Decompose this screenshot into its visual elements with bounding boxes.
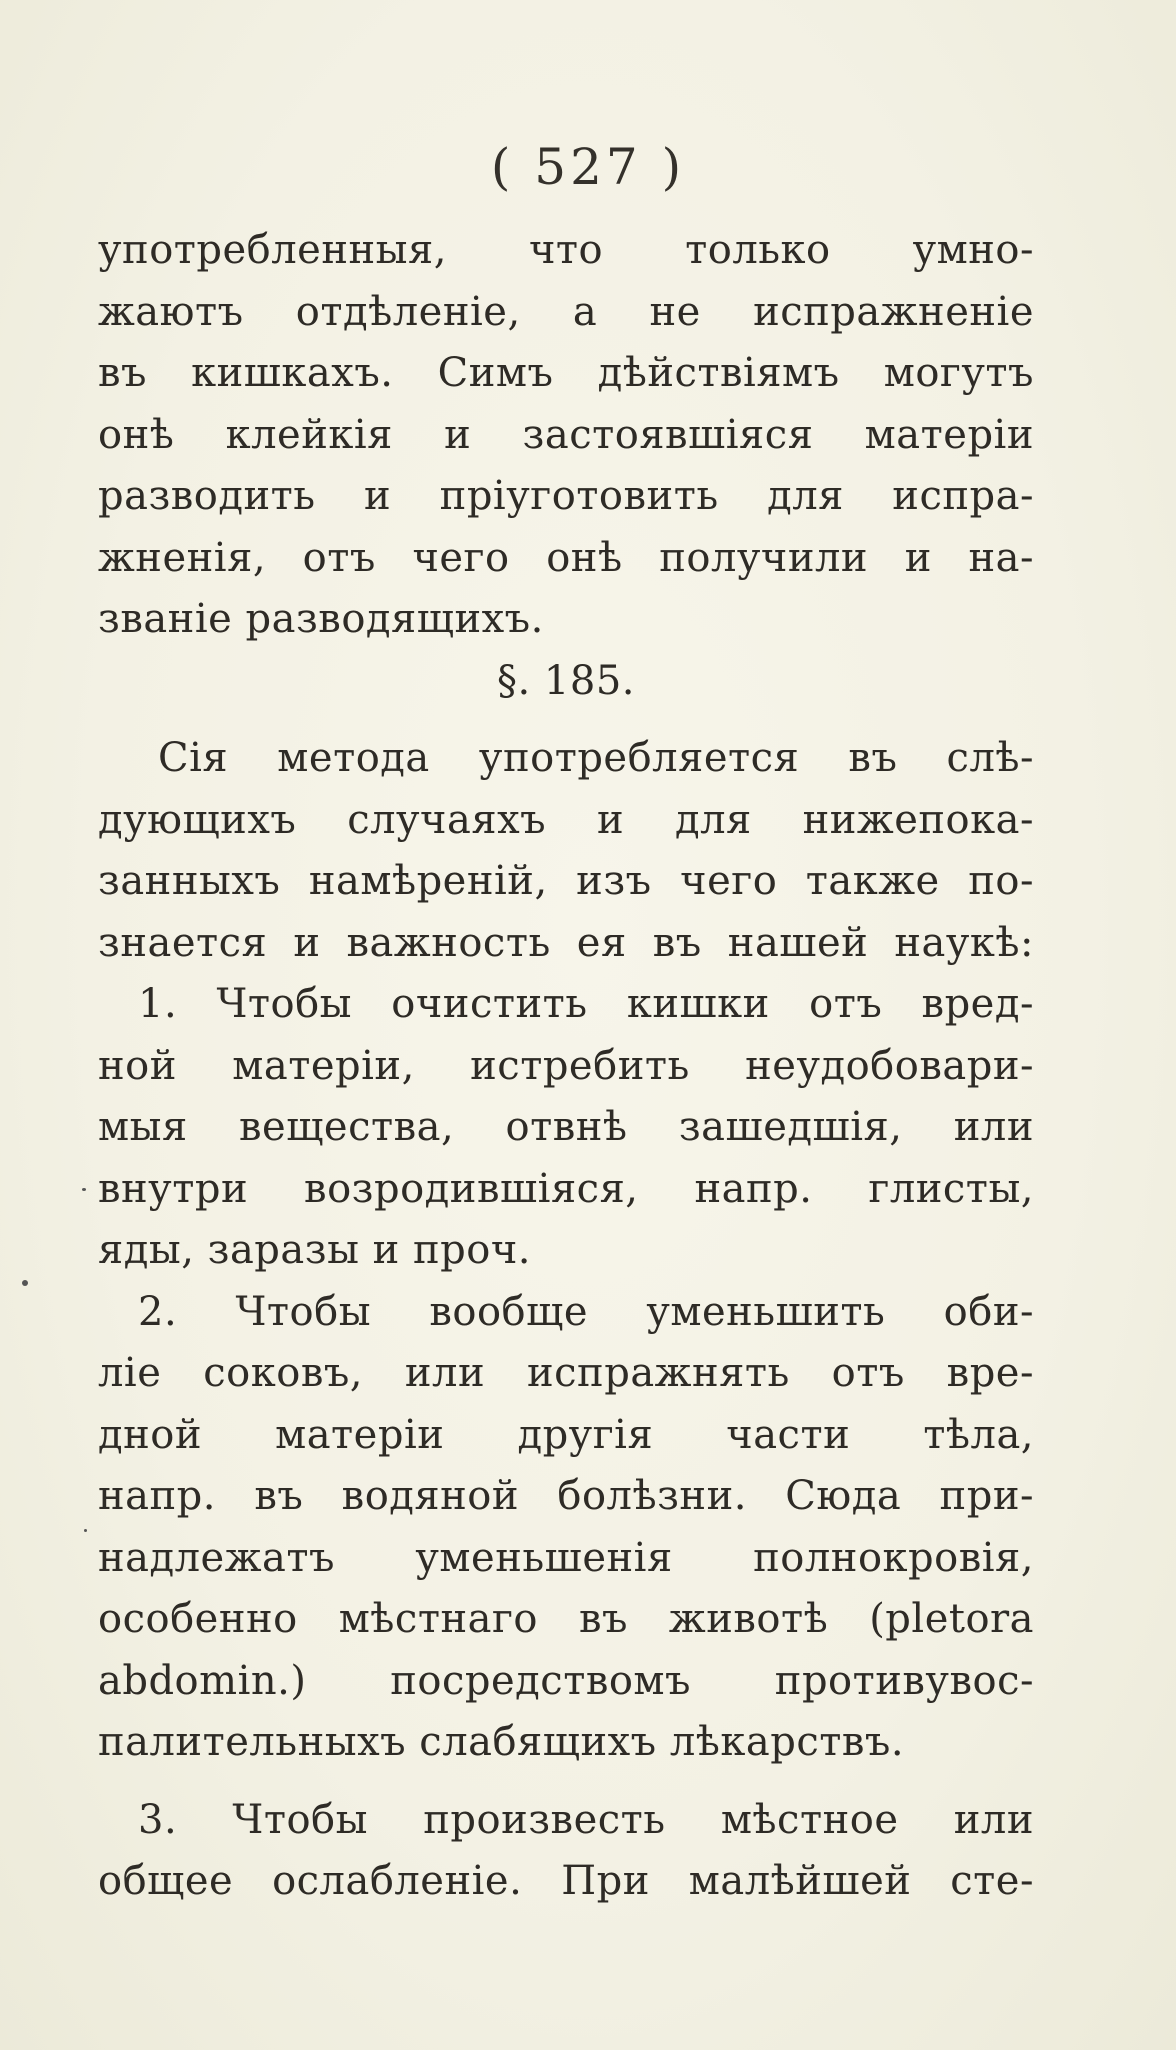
page-number: ( 527 ) — [490, 138, 686, 196]
text-line: употребленныя, что только умно- — [98, 227, 1034, 273]
text-line: 1. Чтобы очистить кишки отъ вред- — [138, 981, 1034, 1027]
text-line: мыя вещества, отвнѣ зашедшія, или — [98, 1104, 1034, 1150]
text-line: занныхъ намѣреній, изъ чего также по- — [98, 858, 1034, 904]
text-line: abdomin.) посредствомъ противувос- — [98, 1657, 1034, 1704]
text-line: напр. въ водяной болѣзни. Сюда при- — [98, 1473, 1034, 1519]
paragraph-1 — [98, 220, 1034, 651]
text-line: жненія, отъ чего онѣ получили и на- — [98, 534, 1034, 581]
text-line: яды, заразы и проч. — [98, 1227, 531, 1273]
text-line: 3. Чтобы произвесть мѣстное или — [138, 1796, 1034, 1843]
ink-speck — [84, 1529, 87, 1532]
text-line: въ кишкахъ. Симъ дѣйствіямъ могутъ — [98, 350, 1034, 396]
text-line: особенно мѣстнаго въ животѣ (pletora — [98, 1596, 1034, 1642]
text-line: надлежатъ уменьшенія полнокровія, — [98, 1534, 1034, 1581]
spacer — [98, 1774, 1034, 1790]
text-line: палительныхъ слабящихъ лѣкарствъ. — [98, 1719, 905, 1765]
spacer — [98, 712, 1034, 728]
text-line: дующихъ случаяхъ и для нижепока- — [98, 796, 1034, 843]
text-line: разводить и пріуготовить для испра- — [98, 473, 1034, 519]
ink-speck — [22, 1280, 28, 1286]
list-item-3 — [98, 1790, 1034, 1913]
text-line: ной матеріи, истребить неудобовари- — [98, 1042, 1034, 1089]
text-line: знается и важность ея въ нашей наукѣ: — [98, 919, 1034, 966]
text-line: жаютъ отдѣленіе, а не испражненіе — [98, 288, 1034, 335]
text-line: ліе соковъ, или испражнять отъ вре- — [98, 1350, 1034, 1396]
text-line: дной матеріи другія части тѣла, — [98, 1411, 1034, 1458]
text-line: онѣ клейкія и застоявшіяся матеріи — [98, 411, 1034, 458]
list-item-2 — [98, 1282, 1034, 1774]
page-body — [98, 220, 1034, 1913]
text-line: 2. Чтобы вообще уменьшить оби- — [138, 1288, 1034, 1335]
ink-speck — [82, 1188, 86, 1191]
text-line: внутри возродившіяся, напр. глисты, — [98, 1165, 1034, 1212]
section-heading: §. 185. — [497, 657, 635, 704]
list-item-1 — [98, 974, 1034, 1282]
text-line: общее ослабленіе. При малѣйшей сте- — [98, 1858, 1034, 1904]
paragraph-2 — [98, 728, 1034, 974]
text-line: Сія метода употребляется въ слѣ- — [158, 735, 1034, 781]
text-line: званіе разводящихъ. — [98, 596, 544, 642]
